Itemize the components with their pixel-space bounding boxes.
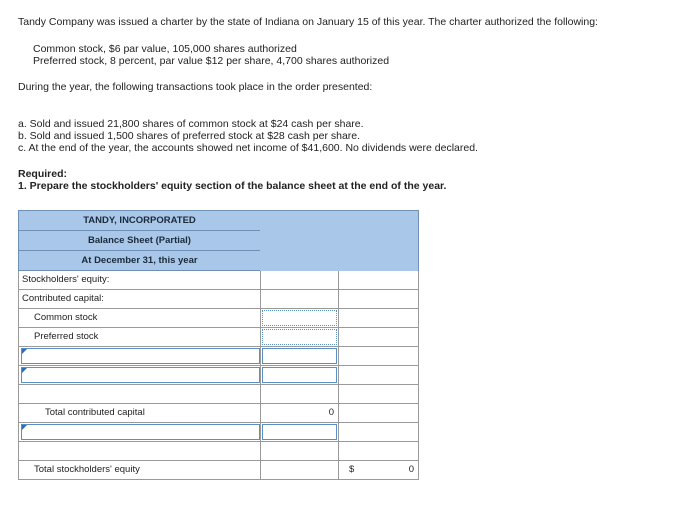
required-label: Required: — [18, 168, 68, 180]
table-row — [19, 366, 418, 385]
dropdown-indicator-icon — [22, 368, 27, 373]
table-row — [19, 347, 418, 366]
total-equity-currency: $ — [349, 464, 355, 475]
label-input[interactable] — [21, 348, 260, 364]
sheet-title: Balance Sheet (Partial) — [19, 231, 260, 251]
preferred-stock-amount-input[interactable] — [262, 329, 337, 345]
amount-input[interactable] — [262, 367, 337, 383]
preferred-stock-label: Preferred stock — [34, 331, 99, 342]
amount-input[interactable] — [262, 348, 337, 364]
contributed-capital-label: Contributed capital: — [22, 293, 104, 304]
balance-sheet-table — [18, 210, 419, 480]
table-row — [19, 404, 418, 423]
stockholders-equity-label: Stockholders' equity: — [22, 274, 110, 285]
during-text: During the year, the following transactions took place in the order presented: — [18, 81, 373, 93]
amount-input[interactable] — [262, 424, 337, 440]
table-row — [19, 442, 418, 461]
company-name: TANDY, INCORPORATED — [19, 211, 260, 231]
table-row — [19, 461, 418, 480]
table-row — [19, 309, 418, 328]
table-row — [19, 271, 418, 290]
table-row — [19, 328, 418, 347]
dropdown-indicator-icon — [22, 425, 27, 430]
dropdown-indicator-icon — [22, 349, 27, 354]
authorized-common: Common stock, $6 par value, 105,000 shares authorized — [33, 43, 297, 55]
transaction-a: a. Sold and issued 21,800 shares of common stock at $24 cash per share. — [18, 118, 364, 130]
authorized-preferred: Preferred stock, 8 percent, par value $12 per share, 4,700 shares authorized — [33, 55, 390, 67]
intro-text: Tandy Company was issued a charter by the state of Indiana on January 15 of this year. The charter authorized the following: — [18, 16, 598, 28]
total-contributed-value: 0 — [328, 407, 334, 418]
required-item: 1. Prepare the stockholders' equity section of the balance sheet at the end of the year. — [18, 180, 447, 192]
total-equity-label: Total stockholders' equity — [34, 464, 140, 475]
transaction-c: c. At the end of the year, the accounts showed net income of $41,600. No dividends were declared. — [18, 142, 478, 154]
transaction-b: b. Sold and issued 1,500 shares of preferred stock at $28 cash per share. — [18, 130, 361, 142]
table-row — [19, 290, 418, 309]
label-input[interactable] — [21, 424, 260, 440]
table-row — [19, 385, 418, 404]
table-row — [19, 423, 418, 442]
common-stock-amount-input[interactable] — [262, 310, 337, 326]
total-equity-value: 0 — [408, 464, 414, 475]
balance-sheet-header — [18, 210, 419, 271]
total-contributed-label: Total contributed capital — [45, 407, 145, 418]
common-stock-label: Common stock — [34, 312, 98, 323]
label-input[interactable] — [21, 367, 260, 383]
sheet-date: At December 31, this year — [19, 251, 260, 271]
